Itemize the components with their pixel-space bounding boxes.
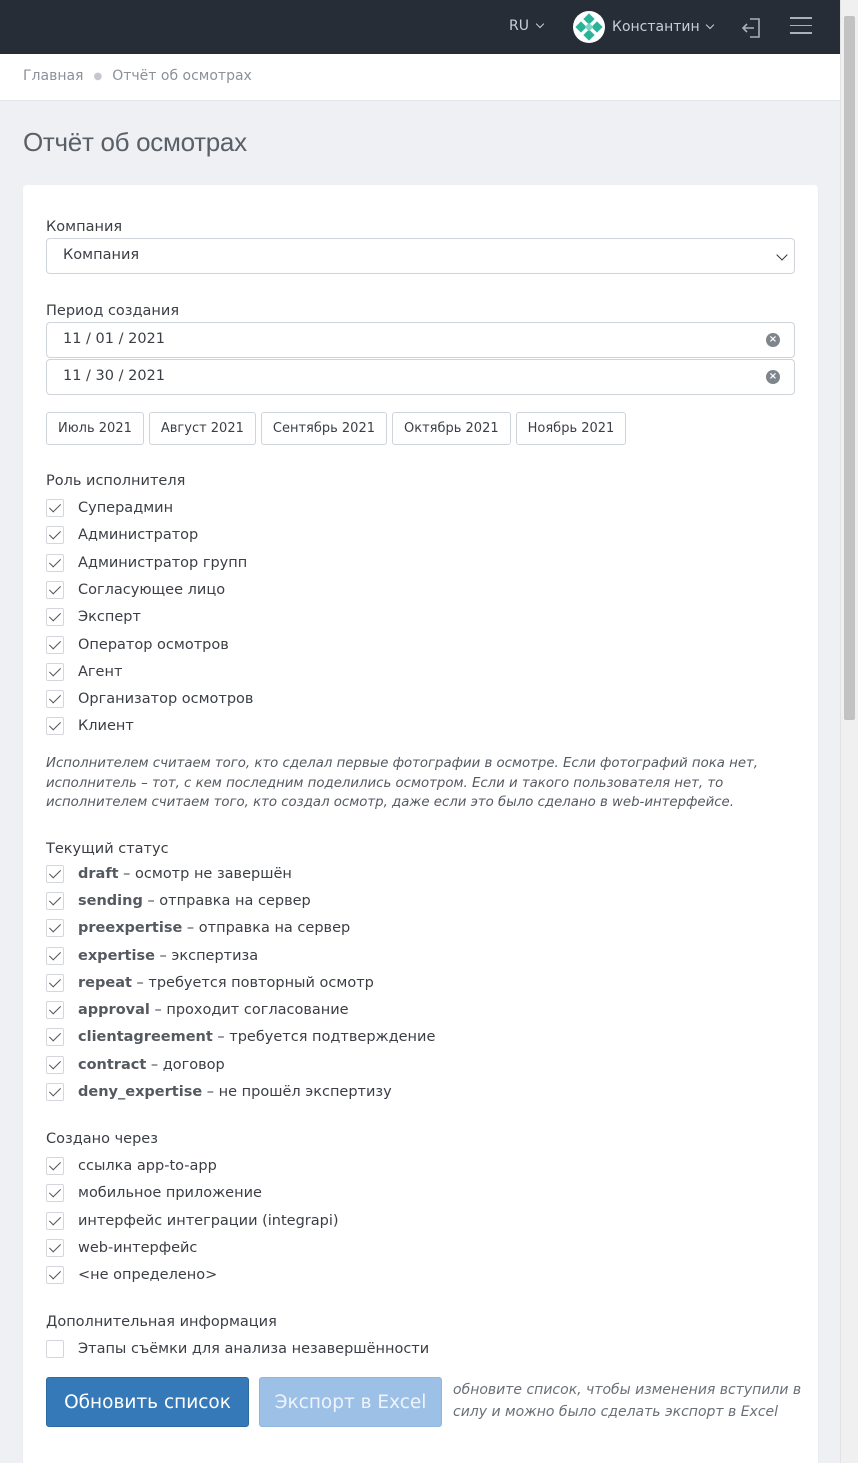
month-button-october[interactable]: Октябрь 2021 xyxy=(392,412,511,445)
user-menu[interactable] xyxy=(573,11,713,43)
status-code: contract xyxy=(78,1057,147,1073)
status-checkbox-row[interactable] xyxy=(46,1083,392,1101)
clear-icon[interactable]: × xyxy=(766,333,780,347)
checkbox[interactable] xyxy=(46,554,64,572)
language-label: RU xyxy=(509,18,529,34)
created-via-checkbox-row[interactable] xyxy=(46,1212,339,1230)
created-via-checkbox-row[interactable] xyxy=(46,1157,217,1175)
checkbox[interactable] xyxy=(46,1001,64,1019)
checkbox[interactable] xyxy=(46,947,64,965)
checkbox-label xyxy=(78,1057,225,1073)
role-checkbox-row[interactable] xyxy=(46,526,198,544)
checkbox-label xyxy=(78,948,258,964)
role-checkbox-row[interactable] xyxy=(46,717,134,735)
status-desc: – экспертиза xyxy=(154,948,259,964)
role-label: Роль исполнителя xyxy=(46,473,186,489)
checkbox[interactable] xyxy=(46,526,64,544)
status-code: preexpertise xyxy=(78,920,183,936)
period-label: Период создания xyxy=(46,303,180,319)
month-button-november[interactable]: Ноябрь 2021 xyxy=(516,412,627,445)
checkbox[interactable] xyxy=(46,717,64,735)
checkbox[interactable] xyxy=(46,499,64,517)
hamburger-menu-icon[interactable] xyxy=(790,17,812,35)
checkbox-label: web-интерфейс xyxy=(78,1240,198,1256)
checkbox-label: <не определено> xyxy=(78,1267,218,1283)
role-checkbox-row[interactable] xyxy=(46,581,225,599)
status-desc: – требуется повторный осмотр xyxy=(131,975,374,991)
checkbox-label: мобильное приложение xyxy=(78,1185,262,1201)
created-via-label: Создано через xyxy=(46,1131,158,1147)
role-checkbox-row[interactable] xyxy=(46,690,253,708)
checkbox[interactable] xyxy=(46,690,64,708)
checkbox[interactable] xyxy=(46,608,64,626)
created-via-checkbox-row[interactable] xyxy=(46,1184,262,1202)
role-checkbox-row[interactable] xyxy=(46,636,229,654)
checkbox[interactable] xyxy=(46,1056,64,1074)
checkbox-label: Оператор осмотров xyxy=(78,637,229,653)
chevron-down-icon xyxy=(705,21,713,29)
checkbox[interactable] xyxy=(46,1028,64,1046)
role-checkbox-row[interactable] xyxy=(46,608,141,626)
status-code: expertise xyxy=(78,948,155,964)
checkbox-label: Эксперт xyxy=(78,609,141,625)
status-desc: – осмотр не завершён xyxy=(118,866,292,882)
checkbox-label xyxy=(78,893,311,909)
extra-info-label: Дополнительная информация xyxy=(46,1314,277,1330)
checkbox[interactable] xyxy=(46,1212,64,1230)
month-button-august[interactable]: Август 2021 xyxy=(149,412,256,445)
chevron-down-icon xyxy=(776,249,787,260)
refresh-list-button[interactable]: Обновить список xyxy=(46,1377,249,1427)
status-label: Текущий статус xyxy=(46,841,169,857)
status-code: repeat xyxy=(78,975,132,991)
breadcrumb-current: Отчёт об осмотрах xyxy=(112,68,252,84)
status-desc: – проходит согласование xyxy=(149,1002,349,1018)
checkbox[interactable] xyxy=(46,1157,64,1175)
status-desc: – отправка на сервер xyxy=(142,893,311,909)
checkbox-label: Согласующее лицо xyxy=(78,582,226,598)
status-code: clientagreement xyxy=(78,1029,213,1045)
checkbox-label: Агент xyxy=(78,664,123,680)
breadcrumb-home-link[interactable]: Главная xyxy=(23,68,84,84)
status-code: deny_expertise xyxy=(78,1084,203,1100)
status-code: approval xyxy=(78,1002,150,1018)
status-desc: – не прошёл экспертизу xyxy=(202,1084,392,1100)
report-form-card xyxy=(23,185,818,1463)
date-to-input[interactable] xyxy=(46,359,795,395)
checkbox[interactable] xyxy=(46,974,64,992)
checkbox[interactable] xyxy=(46,1340,64,1358)
date-to-value: 11 / 30 / 2021 xyxy=(63,368,166,384)
status-checkbox-row[interactable] xyxy=(46,1028,435,1046)
created-via-checkbox-row[interactable] xyxy=(46,1239,197,1257)
role-checkbox-row[interactable] xyxy=(46,663,122,681)
status-checkbox-row[interactable] xyxy=(46,947,258,965)
status-checkbox-row[interactable] xyxy=(46,919,350,937)
status-checkbox-row[interactable] xyxy=(46,974,374,992)
top-navbar xyxy=(0,0,840,54)
checkbox[interactable] xyxy=(46,1184,64,1202)
status-code: sending xyxy=(78,893,143,909)
checkbox[interactable] xyxy=(46,636,64,654)
export-excel-button: Экспорт в Excel xyxy=(259,1377,442,1427)
company-select[interactable] xyxy=(46,238,795,274)
month-button-september[interactable]: Сентябрь 2021 xyxy=(261,412,387,445)
checkbox[interactable] xyxy=(46,1266,64,1284)
month-button-july[interactable]: Июль 2021 xyxy=(46,412,144,445)
checkbox-label: Администратор xyxy=(78,527,199,543)
status-code: draft xyxy=(78,866,119,882)
language-switcher[interactable] xyxy=(509,18,543,34)
status-checkbox-row[interactable] xyxy=(46,1056,225,1074)
company-select-value: Компания xyxy=(63,247,140,263)
status-desc: – отправка на сервер xyxy=(182,920,351,936)
breadcrumb-separator: ● xyxy=(93,70,103,82)
checkbox-label xyxy=(78,975,374,991)
checkbox[interactable] xyxy=(46,1083,64,1101)
status-checkbox-row[interactable] xyxy=(46,1001,349,1019)
checkbox-label xyxy=(78,866,292,882)
executor-note: Исполнителем считаем того, кто сделал первые фотографии в осмотре. Если фотографий пока нет, исполнитель – тот, с кем последним поделились осмотром. Если и такого пользователя нет, то исполнителем считаем того, кто создал осмотр, даже если это было сделано в web-интерфейсе. xyxy=(46,756,758,810)
chevron-down-icon xyxy=(536,20,544,28)
user-name: Константин xyxy=(612,19,700,35)
checkbox[interactable] xyxy=(46,1239,64,1257)
role-checkbox-row[interactable] xyxy=(46,554,247,572)
date-from-input[interactable] xyxy=(46,322,795,358)
checkbox-label: Суперадмин xyxy=(78,500,174,516)
checkbox-label xyxy=(78,1029,435,1045)
breadcrumb-bar xyxy=(0,54,840,101)
created-via-checkbox-row[interactable] xyxy=(46,1266,217,1284)
checkbox-label xyxy=(78,920,350,936)
user-avatar-icon xyxy=(575,13,603,41)
checkbox-label: Организатор осмотров xyxy=(78,691,254,707)
scrollbar-thumb[interactable] xyxy=(844,16,855,720)
checkbox-label xyxy=(78,1084,392,1100)
export-hint: обновите список, чтобы изменения вступили в силу и можно было сделать экспорт в Excel xyxy=(453,1382,802,1420)
role-checkbox-row[interactable] xyxy=(46,499,173,517)
month-shortcuts xyxy=(46,412,626,445)
checkbox-label: Клиент xyxy=(78,718,134,734)
breadcrumb xyxy=(23,68,252,84)
checkbox-label: интерфейс интеграции (integrapi) xyxy=(78,1213,339,1229)
checkbox-label: Этапы съёмки для анализа незавершённости xyxy=(78,1341,430,1357)
clear-icon[interactable]: × xyxy=(766,370,780,384)
checkbox[interactable] xyxy=(46,892,64,910)
checkbox-label xyxy=(78,1002,349,1018)
checkbox[interactable] xyxy=(46,865,64,883)
logout-icon[interactable] xyxy=(740,16,764,40)
checkbox-label: ссылка app-to-app xyxy=(78,1158,217,1174)
page-title: Отчёт об осмотрах xyxy=(23,127,247,157)
avatar xyxy=(573,11,605,43)
status-checkbox-row[interactable] xyxy=(46,865,292,883)
extra-info-checkbox-row[interactable] xyxy=(46,1340,429,1358)
date-from-value: 11 / 01 / 2021 xyxy=(63,331,166,347)
checkbox[interactable] xyxy=(46,663,64,681)
checkbox[interactable] xyxy=(46,581,64,599)
scrollbar[interactable] xyxy=(840,0,858,1463)
status-checkbox-row[interactable] xyxy=(46,892,311,910)
checkbox[interactable] xyxy=(46,919,64,937)
status-desc: – договор xyxy=(146,1057,225,1073)
status-desc: – требуется подтверждение xyxy=(212,1029,436,1045)
company-label: Компания xyxy=(46,219,123,235)
checkbox-label: Администратор групп xyxy=(78,555,248,571)
